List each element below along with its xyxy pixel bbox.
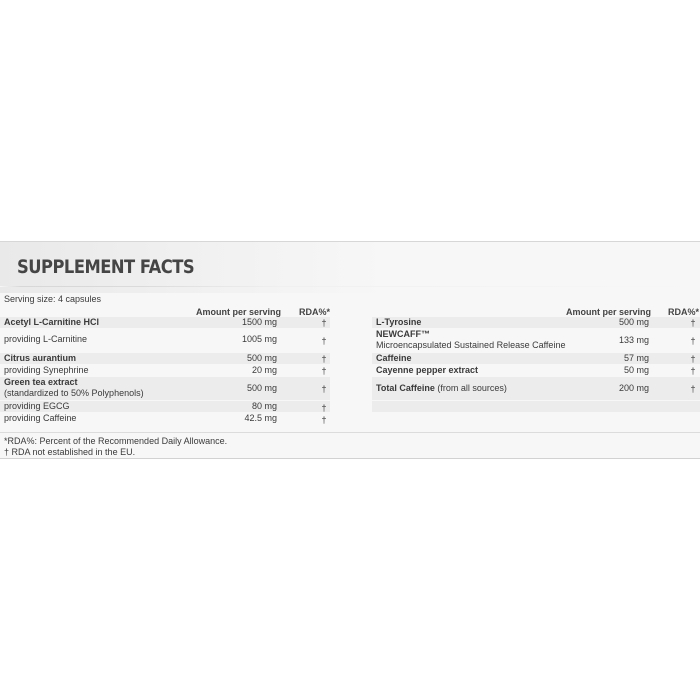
right-row-rda: † [690, 354, 696, 364]
left-header-amount: Amount per serving [196, 307, 282, 317]
left-row-name: providing Caffeine [4, 413, 77, 423]
left-row-rda: † [321, 403, 327, 413]
right-row-name [376, 383, 507, 394]
left-row-name: providing Synephrine [4, 365, 89, 375]
left-row-rda: † [321, 366, 327, 376]
right-row-name [376, 329, 565, 351]
supplement-facts-panel [0, 241, 700, 459]
left-row-name-main: Green tea extract [4, 377, 78, 387]
right-row-name-sub: Microencapsulated Sustained Release Caffeine [376, 340, 566, 350]
right-row-rda: † [690, 336, 696, 346]
right-row-spacer [372, 401, 700, 412]
footnote-eu: † RDA not established in the EU. [4, 447, 136, 457]
left-row-1 [0, 334, 330, 345]
left-row-name-sub: (standardized to 50% Polyphenols) [4, 388, 144, 398]
right-header-amount: Amount per serving [566, 307, 652, 317]
right-row-name-suffix: (from all sources) [434, 383, 507, 393]
left-row-rda: † [321, 415, 327, 425]
footer-divider [0, 432, 700, 433]
right-row-4 [372, 377, 700, 400]
right-row-rda: † [690, 366, 696, 376]
right-row-amount: 500 mg [618, 317, 649, 327]
left-row-name: providing L-Carnitine [4, 334, 88, 344]
left-row-rda: † [321, 318, 327, 328]
right-row-rda: † [690, 384, 696, 394]
right-row-rda: † [690, 318, 696, 328]
page-title: SUPPLEMENT FACTS [17, 256, 195, 278]
title-divider [0, 286, 700, 287]
right-row-name: Caffeine [376, 353, 412, 363]
left-header-rda: RDA%* [299, 307, 331, 317]
right-row-amount: 57 mg [623, 353, 649, 363]
left-row-amount: 20 mg [251, 365, 277, 375]
right-row-2 [372, 353, 700, 364]
right-row-name-main: NEWCAFF™ [376, 329, 430, 339]
right-row-3 [372, 365, 700, 376]
left-row-4 [0, 377, 330, 400]
left-row-0 [0, 317, 330, 328]
right-row-name: L-Tyrosine [376, 317, 422, 327]
footnote-rda: *RDA%: Percent of the Recommended Daily Allowance. [4, 436, 228, 446]
left-row-rda: † [321, 336, 327, 346]
right-row-amount: 200 mg [618, 383, 649, 393]
left-row-amount: 500 mg [246, 383, 277, 393]
left-row-amount: 42.5 mg [244, 413, 277, 423]
right-row-name: Cayenne pepper extract [376, 365, 479, 375]
left-row-name [4, 377, 144, 399]
right-header-rda: RDA%* [668, 307, 700, 317]
right-row-name-main: Total Caffeine [376, 383, 435, 393]
left-row-rda: † [321, 384, 327, 394]
left-row-6 [0, 413, 330, 424]
left-row-amount: 1500 mg [241, 317, 277, 327]
left-row-rda: † [321, 354, 327, 364]
left-row-2 [0, 353, 330, 364]
left-row-name: Acetyl L-Carnitine HCl [4, 317, 100, 327]
left-row-amount: 80 mg [251, 401, 277, 411]
left-row-name: Citrus aurantium [4, 353, 77, 363]
right-row-amount: 50 mg [623, 365, 649, 375]
left-row-amount: 1005 mg [241, 334, 277, 344]
left-row-3 [0, 365, 330, 376]
left-row-name: providing EGCG [4, 401, 70, 411]
left-row-5 [0, 401, 330, 412]
right-row-amount: 133 mg [618, 335, 649, 345]
left-row-amount: 500 mg [246, 353, 277, 363]
right-row-0 [372, 317, 700, 328]
right-row-1 [372, 329, 700, 352]
serving-size: Serving size: 4 capsules [4, 294, 102, 304]
